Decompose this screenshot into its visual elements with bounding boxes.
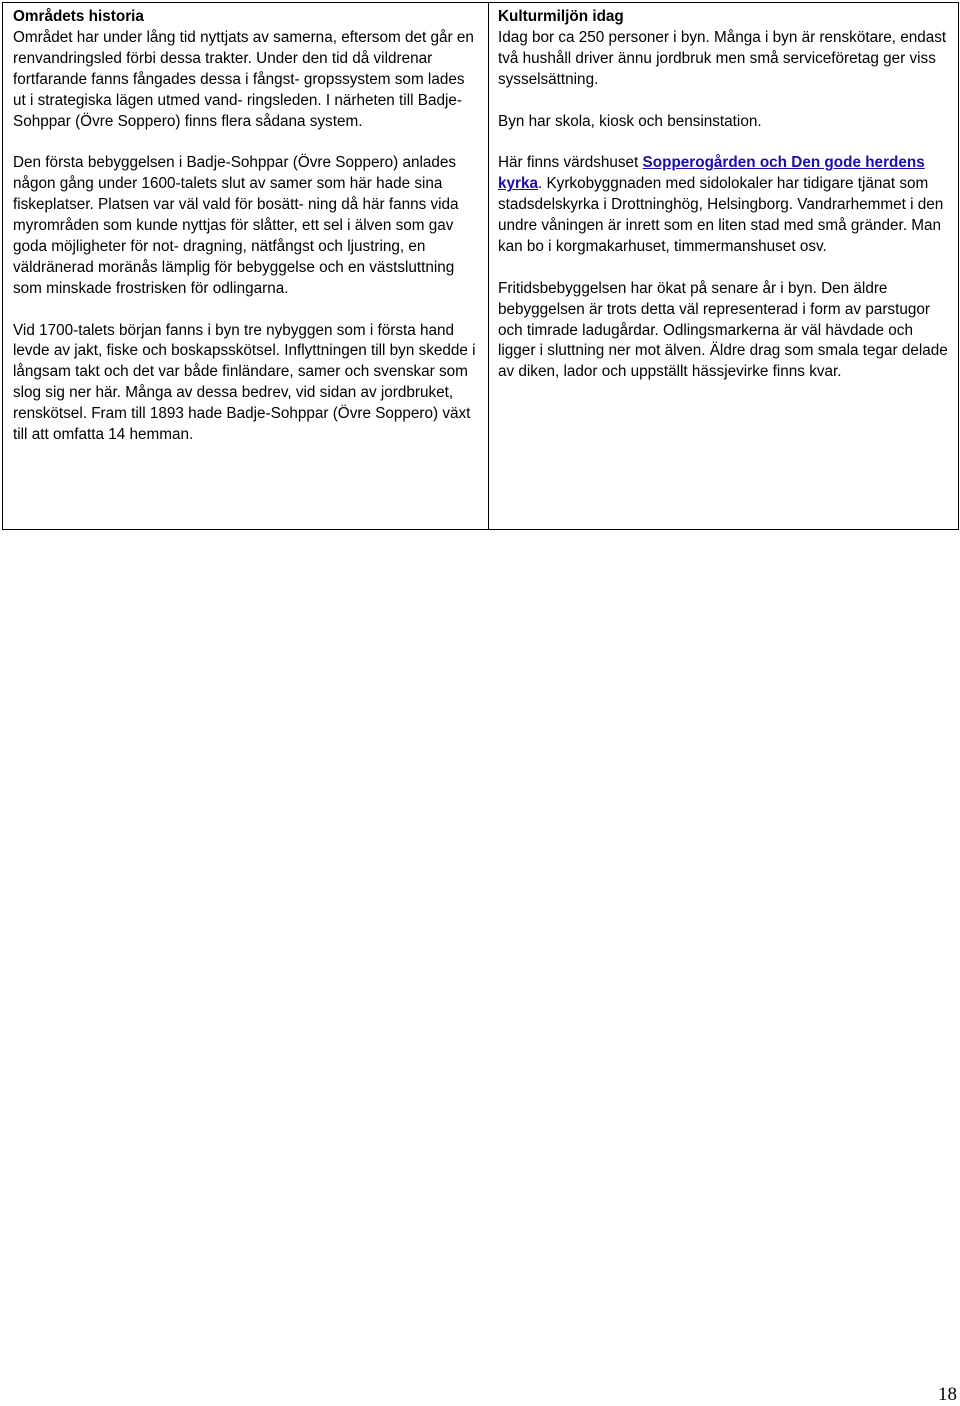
history-heading: Områdets historia: [13, 8, 144, 25]
today-paragraph-3-rest: . Kyrkobyggnaden med sidolokaler har tidigare tjänat som stadsdelskyrka i Drottninghög, Helsingborg. Vandrarhemmet i den undre våningen är inrett som en liten stad med små gränder. Man kan bo i korgmakarhuset, timmermanshuset osv.: [498, 175, 944, 255]
history-column: [3, 3, 489, 529]
today-paragraph-2: Byn har skola, kiosk och bensinstation.: [498, 112, 762, 130]
today-column: [489, 3, 958, 529]
history-paragraph-3: Vid 1700-talets början fanns i byn tre nybyggen som i första hand levde av jakt, fiske och boskapsskötsel. Inflyttningen till byn skedde i långsam takt och det var både finländare, samer och svenskar som slog sig ner här. Många av dessa bedrev, vid sidan av jordbruket, renskötsel. Fram till 1893 hade Badje-Sohppar (Övre Soppero) växt till att omfatta 14 hemman.: [13, 321, 476, 444]
today-paragraph-1: Idag bor ca 250 personer i byn. Många i byn är renskötare, endast två hushåll driver ännu jordbruk men små serviceföretag ger viss sysselsättning.: [498, 28, 947, 88]
sopperogarden-link[interactable]: Sopperogården och Den gode herdens kyrka: [498, 154, 925, 193]
history-paragraph-2: Den första bebyggelsen i Badje-Sohppar (Övre Soppero) anlades någon gång under 1600-talets slut av samer som här hade sina fiskeplatser. Platsen var väl vald för bosätt- ning då här fanns vida myrområden som kunde nyttjas för slåtter, ett sel i älven som gav goda möjligheter för not- dragning, nätfångst och ljustring, en väldränerad moränås lämplig för bebyggelse och en västsluttning som minskade frostrisken för odlingarna.: [13, 154, 459, 297]
today-paragraph-4: Fritidsbebyggelsen har ökat på senare år i byn. Den äldre bebyggelsen är trots detta väl representerad i form av parstugor och timrade ladugårdar. Odlingsmarkerna är väl hävdade och ligger i sluttning ner mot älven. Äldre drag som smala tegar delade av diken, lador och uppställt hässjevirke finns kvar.: [498, 279, 948, 381]
page-number: 18: [938, 1384, 957, 1405]
content-table: [2, 2, 959, 530]
today-paragraph-3-intro: Här finns värdshuset: [498, 154, 643, 172]
today-paragraph-3: [498, 153, 950, 258]
history-paragraph-1: Området har under lång tid nyttjats av samerna, eftersom det går en renvandringsled förbi dessa trakter. Under den tid då vildrenar fortfarande fanns fångades dessa i fångst- gropssystem som lades ut i strategiska lägen utmed vand- ringsleden. I närheten till Badje-Sohppar (Övre Soppero) finns flera sådana system.: [13, 28, 474, 130]
today-heading: Kulturmiljön idag: [498, 8, 624, 25]
